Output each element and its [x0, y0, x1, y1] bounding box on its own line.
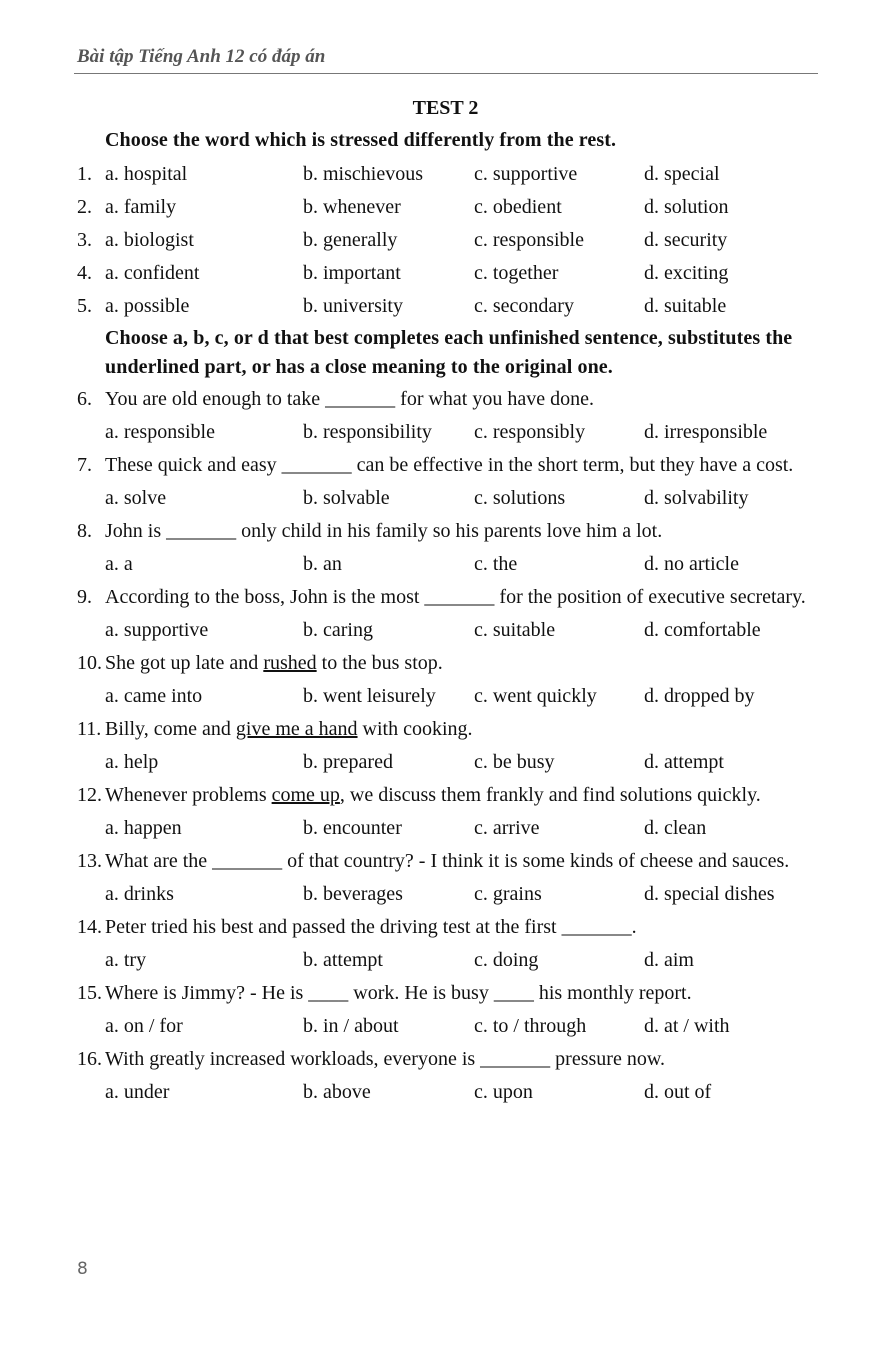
question-text-part: Where is Jimmy? - He is ____ work. He is busy ____ his monthly report. [105, 982, 692, 1004]
answer-options [77, 746, 814, 779]
question-item [77, 257, 814, 290]
answer-option: d. solution [644, 196, 729, 218]
answer-options [77, 416, 814, 449]
answer-options [77, 1076, 814, 1109]
question-number: 15. [77, 982, 102, 1004]
answer-option: b. caring [303, 619, 373, 641]
answer-option: b. university [303, 295, 403, 317]
section2-instruction: Choose a, b, c, or d that best completes each unfinished sentence, substitutes the underlined part, or has a close meaning to the original one. [105, 327, 793, 378]
question-item [77, 979, 814, 1008]
question-text-part: Peter tried his best and passed the driving test at the first _______. [105, 916, 637, 938]
answer-option: d. security [644, 229, 728, 251]
answer-option: a. confident [105, 262, 200, 284]
answer-option: d. special dishes [644, 883, 775, 905]
answer-option: d. irresponsible [644, 421, 768, 443]
question-item [77, 847, 814, 876]
answer-option: c. to / through [474, 1015, 587, 1037]
question-item [77, 290, 814, 323]
answer-option: a. under [105, 1081, 170, 1103]
answer-option: a. happen [105, 817, 182, 839]
answer-option: a. a [105, 553, 133, 575]
answer-option: d. out of [644, 1081, 712, 1103]
answer-option: a. solve [105, 487, 167, 509]
answer-option: d. special [644, 163, 720, 185]
question-item [77, 715, 814, 744]
answer-option: d. suitable [644, 295, 727, 317]
question-text [105, 385, 814, 414]
answer-options [77, 812, 814, 845]
answer-option: a. family [105, 196, 177, 218]
question-text [105, 847, 814, 876]
underlined-phrase: rushed [263, 652, 317, 674]
answer-option: b. important [303, 262, 401, 284]
answer-option: a. try [105, 949, 147, 971]
question-number: 9. [77, 586, 92, 608]
question-text-part: , we discuss them frankly and find solutions quickly. [339, 784, 761, 806]
answer-option: c. arrive [474, 817, 540, 839]
question-number: 6. [77, 388, 92, 410]
question-number: 2. [77, 196, 92, 218]
question-number: 10. [77, 652, 102, 674]
question-number: 3. [77, 229, 92, 251]
answer-option: b. attempt [303, 949, 383, 971]
answer-options [105, 290, 726, 323]
answer-option: c. doing [474, 949, 539, 971]
answer-option: b. responsibility [303, 421, 432, 443]
header-rule [74, 73, 818, 74]
question-text-part: Billy, come and [105, 718, 236, 740]
question-text-part: What are the _______ of that country? - I think it is some kinds of cheese and sauces. [105, 850, 790, 872]
answer-option: d. exciting [644, 262, 729, 284]
answer-option: a. possible [105, 295, 190, 317]
answer-option: b. mischievous [303, 163, 423, 185]
answer-option: a. on / for [105, 1015, 183, 1037]
answer-option: b. an [303, 553, 342, 575]
answer-options [105, 257, 728, 290]
answer-option: d. attempt [644, 751, 724, 773]
question-number: 7. [77, 454, 92, 476]
question-text-part: with cooking. [357, 718, 473, 740]
question-item [77, 1045, 814, 1074]
answer-option: b. encounter [303, 817, 402, 839]
answer-option: b. went leisurely [303, 685, 436, 707]
answer-option: b. above [303, 1081, 371, 1103]
question-item [77, 583, 814, 612]
answer-option: a. supportive [105, 619, 209, 641]
answer-option: b. prepared [303, 751, 393, 773]
section1-items [77, 158, 814, 323]
answer-option: a. biologist [105, 229, 194, 251]
section1-instruction: Choose the word which is stressed differently from the rest. [105, 129, 617, 151]
answer-option: c. responsibly [474, 421, 586, 443]
answer-option: c. went quickly [474, 685, 597, 707]
answer-option: a. hospital [105, 163, 188, 185]
question-item [77, 191, 814, 224]
answer-options [77, 614, 814, 647]
question-item [77, 649, 814, 678]
test-content [77, 92, 814, 1109]
answer-option: c. grains [474, 883, 542, 905]
answer-options [77, 548, 814, 581]
answer-option: d. at / with [644, 1015, 730, 1037]
question-number: 1. [77, 163, 92, 185]
underlined-phrase: come up [271, 784, 340, 806]
answer-option: b. in / about [303, 1015, 399, 1037]
test-title: TEST 2 [412, 97, 479, 119]
question-text [105, 451, 814, 480]
answer-options [77, 878, 814, 911]
question-number: 5. [77, 295, 92, 317]
section2-items [77, 385, 814, 1109]
answer-options [105, 224, 727, 257]
answer-option: d. clean [644, 817, 707, 839]
question-item [77, 385, 814, 414]
answer-option: c. the [474, 553, 518, 575]
answer-option: c. be busy [474, 751, 555, 773]
question-text-part: to the bus stop. [316, 652, 443, 674]
answer-option: d. dropped by [644, 685, 755, 707]
question-text [105, 1045, 814, 1074]
question-number: 12. [77, 784, 102, 806]
answer-option: d. comfortable [644, 619, 761, 641]
answer-options [105, 158, 720, 191]
question-text-part: John is _______ only child in his family so his parents love him a lot. [105, 520, 663, 542]
question-text [105, 913, 814, 942]
answer-options [77, 1010, 814, 1043]
answer-option: b. whenever [303, 196, 401, 218]
page-number: 8 [77, 1259, 88, 1279]
question-text [105, 517, 814, 546]
answer-option: b. solvable [303, 487, 390, 509]
answer-option: c. obedient [474, 196, 562, 218]
answer-option: b. beverages [303, 883, 403, 905]
question-item [77, 158, 814, 191]
answer-option: c. upon [474, 1081, 533, 1103]
answer-option: b. generally [303, 229, 398, 251]
question-text-part: She got up late and [105, 652, 264, 674]
question-text [105, 715, 814, 744]
answer-option: c. supportive [474, 163, 578, 185]
answer-options [77, 680, 814, 713]
answer-option: d. solvability [644, 487, 749, 509]
answer-option: a. responsible [105, 421, 215, 443]
running-header: Bài tập Tiếng Anh 12 có đáp án [77, 46, 326, 67]
question-item [77, 224, 814, 257]
question-number: 11. [77, 718, 102, 740]
question-number: 4. [77, 262, 92, 284]
answer-options [105, 191, 728, 224]
question-text-part: These quick and easy _______ can be effective in the short term, but they have a cost. [105, 454, 794, 476]
answer-options [77, 482, 814, 515]
question-item [77, 451, 814, 480]
question-number: 16. [77, 1048, 102, 1070]
question-text [105, 649, 814, 678]
answer-option: d. no article [644, 553, 739, 575]
question-text-part: With greatly increased workloads, everyone is _______ pressure now. [105, 1048, 665, 1070]
answer-option: d. aim [644, 949, 694, 971]
question-text-part: You are old enough to take _______ for what you have done. [105, 388, 594, 410]
answer-options [77, 944, 814, 977]
answer-option: a. drinks [105, 883, 174, 905]
answer-option: c. suitable [474, 619, 556, 641]
answer-option: a. came into [105, 685, 203, 707]
question-text [105, 979, 814, 1008]
answer-option: c. together [474, 262, 559, 284]
question-text-part: Whenever problems [105, 784, 272, 806]
answer-option: a. help [105, 751, 159, 773]
question-item [77, 913, 814, 942]
question-text [105, 583, 814, 612]
question-text [105, 781, 814, 810]
answer-option: c. secondary [474, 295, 574, 317]
answer-option: c. responsible [474, 229, 584, 251]
question-number: 13. [77, 850, 102, 872]
question-item [77, 517, 814, 546]
answer-option: c. solutions [474, 487, 566, 509]
underlined-phrase: give me a hand [235, 718, 358, 740]
question-text-part: According to the boss, John is the most _______ for the position of executive secretary. [105, 586, 806, 608]
question-number: 8. [77, 520, 92, 542]
question-number: 14. [77, 916, 102, 938]
question-item [77, 781, 814, 810]
